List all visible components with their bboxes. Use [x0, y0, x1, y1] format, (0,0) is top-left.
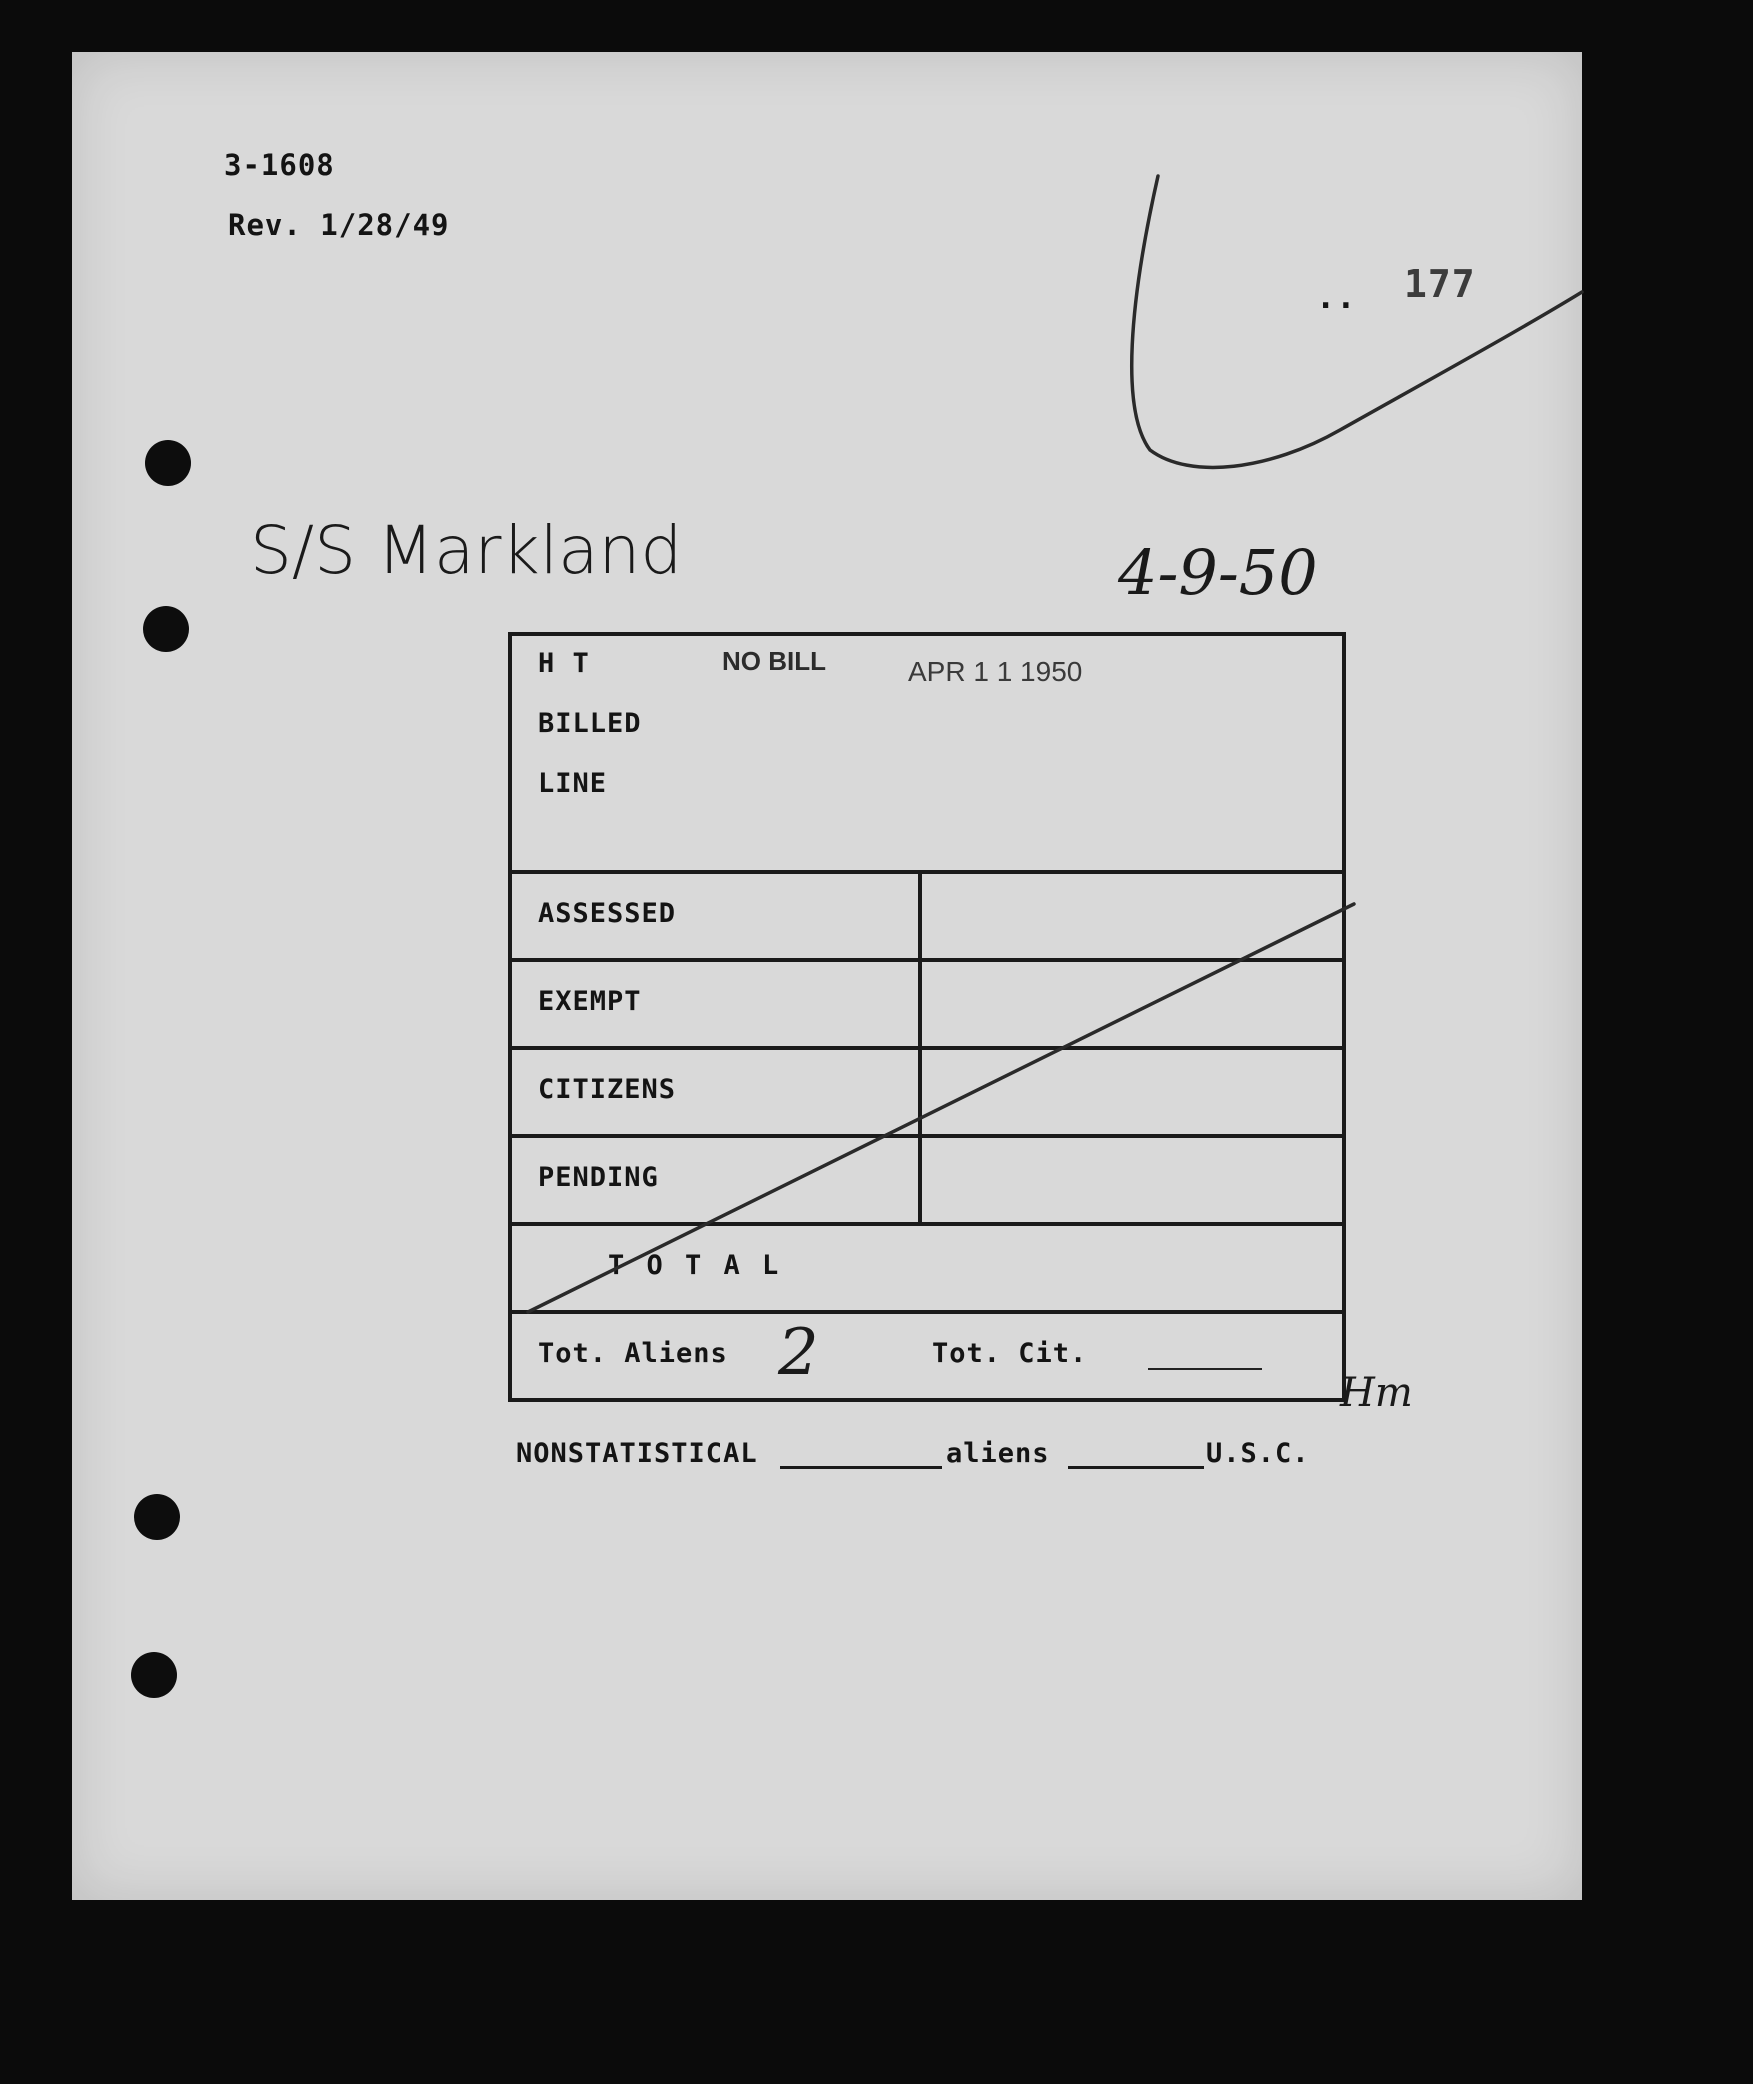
arrival-date: 4-9-50 [1118, 536, 1318, 609]
tot-aliens-value: 2 [778, 1316, 819, 1390]
no-bill-stamp: NO BILL [722, 646, 826, 676]
vessel-name: S/S Markland [250, 512, 683, 589]
total-label: T O T A L [608, 1250, 782, 1281]
row-label-pending: PENDING [538, 1162, 659, 1193]
clerk-initials: Hm [1340, 1370, 1413, 1416]
tot-aliens-label: Tot. Aliens [538, 1338, 728, 1369]
check-mark-stroke [1132, 176, 1582, 467]
row-label-exempt: EXEMPT [538, 986, 642, 1017]
form-revision: Rev. 1/28/49 [228, 208, 450, 242]
header-row-ht: H T [538, 648, 590, 679]
usc-label: U.S.C. [1206, 1438, 1310, 1469]
form-number: 3-1608 [224, 148, 335, 182]
row-label-assessed: ASSESSED [538, 898, 677, 929]
aliens-label: aliens [946, 1438, 1050, 1469]
page-marker: .. [1316, 278, 1357, 316]
tot-cit-label: Tot. Cit. [932, 1338, 1088, 1369]
cancel-line [528, 904, 1354, 1312]
header-row-line: LINE [538, 768, 608, 799]
date-received-stamp: APR 1 1 1950 [908, 656, 1083, 687]
nonstatistical-label: NONSTATISTICAL [516, 1438, 758, 1469]
header-row-billed: BILLED [538, 708, 642, 739]
page-number: 177 [1404, 262, 1476, 306]
row-label-citizens: CITIZENS [538, 1074, 677, 1105]
